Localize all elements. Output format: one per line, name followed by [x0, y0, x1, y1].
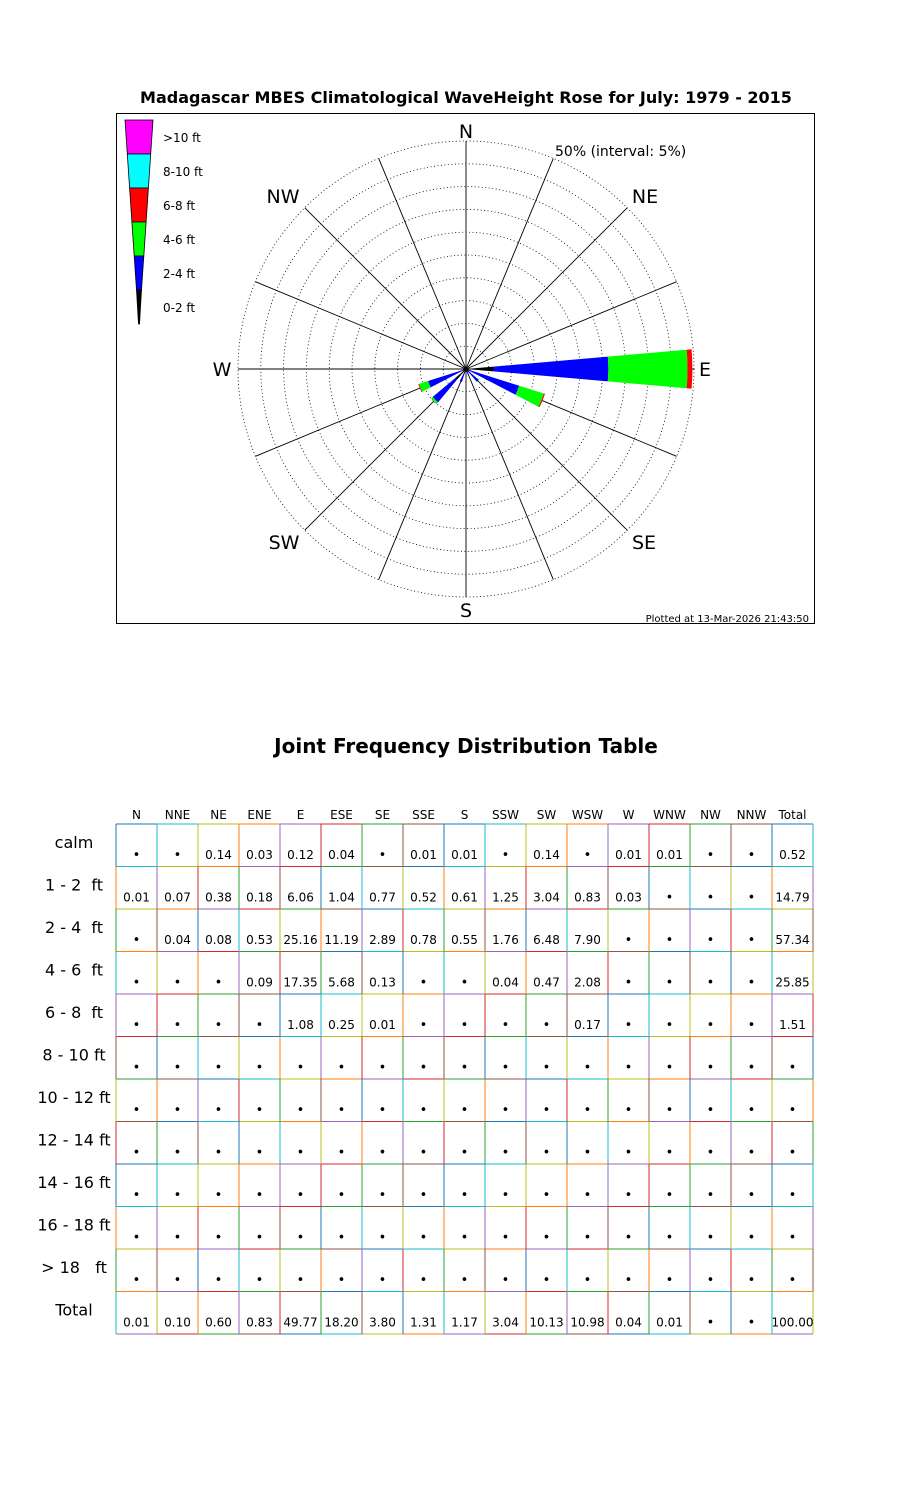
legend-swatch: [132, 222, 146, 256]
table-cell: 0.07: [164, 890, 191, 905]
table-cell: •: [337, 1273, 346, 1288]
table-col-header: W: [622, 808, 635, 822]
table-cell: •: [665, 1018, 674, 1033]
table-cell: 0.13: [369, 975, 396, 990]
table-cell: •: [173, 1060, 182, 1076]
table-cell: •: [583, 1230, 592, 1246]
table-cell: •: [173, 1230, 182, 1246]
legend-label: 0-2 ft: [163, 301, 196, 315]
table-cell: •: [132, 1018, 141, 1033]
table-cell: 0.04: [615, 1315, 642, 1330]
table-cell: •: [501, 1060, 510, 1076]
table-cell: 0.01: [123, 890, 150, 905]
table-cell: •: [788, 1230, 797, 1246]
table-cell: 17.35: [283, 975, 318, 990]
table-cell: 7.90: [574, 933, 601, 947]
table-cell: •: [378, 1188, 387, 1203]
table-cell: •: [706, 1315, 715, 1331]
compass-label-nw: NW: [266, 186, 300, 208]
table-cell: •: [132, 933, 141, 948]
table-row-label: 2 - 4 ft: [44, 918, 104, 937]
table-cell: •: [132, 1145, 141, 1161]
table-cell: •: [624, 1230, 633, 1246]
table-col-header: WNW: [653, 808, 686, 822]
table-cell: •: [460, 1060, 469, 1076]
table-row-label: > 18 ft: [41, 1258, 107, 1277]
table-cell: •: [624, 1018, 633, 1033]
table-cell: 0.83: [246, 1315, 273, 1330]
table-cell: 11.19: [324, 933, 359, 947]
table-cell: •: [665, 933, 674, 948]
table-cell: •: [132, 1060, 141, 1076]
legend-swatch: [130, 188, 149, 222]
table-cell: •: [378, 1145, 387, 1161]
table-cell: •: [706, 1060, 715, 1076]
table-cell: 0.52: [410, 890, 437, 905]
compass-label-n: N: [458, 121, 474, 143]
table-cell: 0.01: [451, 848, 478, 862]
table-cell: 10.98: [570, 1315, 605, 1330]
table-cell: 0.04: [492, 975, 519, 990]
table-cell: •: [255, 1230, 264, 1246]
table-cell: •: [747, 890, 756, 906]
table-cell: •: [542, 1230, 551, 1246]
table-cell: 0.01: [369, 1018, 396, 1032]
table-cell: •: [132, 1103, 141, 1118]
table-cell: •: [501, 1273, 510, 1288]
table-col-header: NNW: [736, 808, 767, 822]
table-cell: •: [173, 1145, 182, 1161]
table-cell: 0.14: [533, 848, 560, 862]
table-cell: 0.61: [451, 890, 478, 905]
table-cell: •: [460, 975, 469, 991]
table-cell: 2.08: [574, 975, 601, 990]
table-cell: 1.25: [492, 890, 519, 905]
table-cell: 0.38: [205, 890, 232, 905]
table-cell: •: [296, 1230, 305, 1246]
table-cell: 6.06: [287, 890, 314, 905]
petal-sw-bin0: [455, 369, 466, 380]
table-cell: 10.13: [529, 1315, 564, 1330]
table-cell: 0.09: [246, 975, 273, 990]
table-cell: •: [542, 1018, 551, 1033]
table-row-label: Total: [55, 1300, 93, 1320]
compass-label-w: W: [212, 359, 232, 381]
table-cell: •: [419, 1018, 428, 1033]
table-cell: •: [706, 1273, 715, 1288]
table-cell: 0.10: [164, 1315, 191, 1330]
table-cell: 0.01: [656, 1315, 683, 1330]
table-cell: 3.04: [492, 1315, 519, 1330]
legend-swatch: [127, 154, 150, 188]
table-cell: •: [747, 933, 756, 948]
table-cell: •: [665, 1060, 674, 1076]
table-row-label: 14 - 16 ft: [37, 1173, 111, 1192]
table-cell: •: [173, 1103, 182, 1118]
petal-ese-bin2: [515, 386, 543, 407]
table-col-header: ENE: [247, 808, 272, 822]
table-col-header: SW: [536, 808, 557, 822]
table-cell: •: [747, 975, 756, 991]
table-cell: 1.04: [328, 890, 355, 905]
table-cell: •: [624, 975, 633, 991]
table-cell: •: [747, 1230, 756, 1246]
table-cell: •: [296, 1060, 305, 1076]
compass-label-se: SE: [631, 532, 657, 554]
rose-legend: [125, 120, 203, 324]
table-cell: •: [542, 1103, 551, 1118]
table-cell: •: [747, 1060, 756, 1076]
table-cell: 0.04: [164, 933, 191, 947]
table-cell: •: [665, 1103, 674, 1118]
table-row-label: 4 - 6 ft: [44, 960, 104, 980]
table-cell: •: [255, 1103, 264, 1118]
table-cell: 0.52: [779, 848, 806, 862]
table-cell: •: [624, 1273, 633, 1288]
table-cell: 18.20: [324, 1315, 359, 1330]
table-cell: •: [132, 848, 141, 863]
table-cell: •: [296, 1145, 305, 1161]
table-cell: •: [419, 1273, 428, 1288]
table-cell: •: [214, 1230, 223, 1246]
legend-swatch: [137, 290, 142, 324]
table-cell: 1.76: [492, 933, 519, 947]
wind-rose-svg: [117, 114, 814, 623]
table-cell: •: [214, 1018, 223, 1033]
rose-plot-frame: [116, 113, 815, 624]
table-cell: •: [665, 975, 674, 991]
table-cell: •: [255, 1060, 264, 1076]
petal-e-bin2: [608, 350, 688, 389]
table-cell: •: [460, 1188, 469, 1203]
table-cell: 1.51: [779, 1018, 806, 1032]
table-cell: •: [214, 1145, 223, 1161]
table-cell: •: [214, 1060, 223, 1076]
table-cell: 2.89: [369, 933, 396, 947]
table-col-header: Total: [778, 808, 807, 822]
table-cell: 0.12: [287, 848, 314, 862]
table-cell: •: [419, 1060, 428, 1076]
table-col-header: NNE: [164, 808, 191, 822]
table-cell: 100.00: [771, 1315, 814, 1330]
ring-interval-label: 50% (interval: 5%): [555, 144, 687, 160]
legend-swatch: [134, 256, 144, 290]
compass-label-e: E: [698, 359, 712, 381]
table-cell: •: [788, 1145, 797, 1161]
table-cell: •: [460, 1145, 469, 1161]
table-cell: •: [173, 1273, 182, 1288]
table-cell: •: [706, 1103, 715, 1118]
petal-ese-bin1: [470, 370, 519, 394]
table-cell: 0.60: [205, 1315, 232, 1330]
table-col-header: WSW: [571, 808, 604, 822]
table-cell: •: [337, 1188, 346, 1203]
table-cell: •: [255, 1018, 264, 1033]
rose-spoke-wnw: [255, 282, 466, 369]
table-cell: •: [583, 1145, 592, 1161]
compass-label-sw: SW: [268, 532, 300, 554]
table-cell: •: [706, 975, 715, 991]
table-cell: •: [214, 1103, 223, 1118]
petal-e-bin3: [687, 349, 693, 388]
table-cell: •: [583, 1060, 592, 1076]
table-cell: •: [173, 1188, 182, 1203]
table-col-header: ESE: [330, 808, 353, 822]
table-cell: •: [378, 848, 387, 863]
legend-label: 2-4 ft: [163, 267, 196, 281]
table-cell: •: [296, 1103, 305, 1118]
rose-spoke-nw: [305, 208, 466, 369]
table-cell: 0.01: [123, 1315, 150, 1330]
table-cell: •: [788, 1273, 797, 1288]
table-cell: •: [173, 975, 182, 991]
table-cell: •: [132, 1273, 141, 1288]
table-cell: •: [747, 1018, 756, 1033]
table-title: Joint Frequency Distribution Table: [274, 734, 658, 758]
compass-label-ne: NE: [631, 186, 659, 208]
legend-swatch: [125, 120, 153, 154]
table-cell: •: [132, 975, 141, 991]
table-cell: •: [337, 1145, 346, 1161]
table-cell: •: [665, 1188, 674, 1203]
table-cell: •: [501, 1018, 510, 1033]
table-cell: •: [788, 1060, 797, 1076]
table-cell: 25.85: [775, 975, 810, 990]
table-cell: 25.16: [283, 933, 318, 947]
rose-spoke-ssw: [379, 369, 466, 580]
table-cell: •: [624, 933, 633, 948]
table-cell: •: [337, 1060, 346, 1076]
table-cell: •: [255, 1145, 264, 1161]
table-cell: •: [706, 1145, 715, 1161]
table-cell: 0.25: [328, 1018, 355, 1032]
table-cell: •: [419, 1230, 428, 1246]
table-col-header: SSW: [491, 808, 520, 822]
table-cell: •: [501, 848, 510, 863]
table-cell: 0.03: [246, 848, 273, 862]
table-col-header: S: [460, 808, 469, 822]
table-cell: •: [419, 1145, 428, 1161]
table-cell: •: [214, 1188, 223, 1203]
table-cell: •: [419, 1188, 428, 1203]
table-col-header: N: [132, 808, 141, 822]
table-cell: 0.17: [574, 1018, 601, 1032]
table-cell: •: [583, 848, 592, 863]
legend-label: 6-8 ft: [163, 199, 196, 213]
table-cell: 0.55: [451, 933, 478, 947]
table-cell: •: [747, 1145, 756, 1161]
table-cell: 0.78: [410, 933, 437, 947]
table-cell: •: [337, 1103, 346, 1118]
table-cell: 0.01: [656, 848, 683, 862]
table-cell: •: [624, 1103, 633, 1118]
table-cell: •: [378, 1230, 387, 1246]
table-cell: •: [706, 1188, 715, 1203]
table-cell: •: [706, 1230, 715, 1246]
table-cell: 0.03: [615, 890, 642, 905]
table-cell: •: [624, 1188, 633, 1203]
rose-spoke-nne: [466, 158, 553, 369]
rose-spoke-ne: [466, 208, 627, 369]
joint-frequency-table: [0, 790, 900, 1350]
rose-title: Madagascar MBES Climatological WaveHeight Rose for July: 1979 - 2015: [140, 88, 792, 107]
table-cell: •: [460, 1103, 469, 1118]
table-col-header: NW: [700, 808, 721, 822]
table-cell: 0.04: [328, 848, 355, 862]
table-cell: •: [706, 1018, 715, 1033]
table-cell: 0.47: [533, 975, 560, 990]
legend-label: 8-10 ft: [163, 165, 203, 179]
table-cell: •: [665, 1230, 674, 1246]
table-row-label: 6 - 8 ft: [44, 1003, 104, 1022]
table-cell: 57.34: [775, 933, 810, 947]
table-col-header: NE: [210, 808, 227, 822]
table-cell: •: [296, 1188, 305, 1203]
table-cell: •: [255, 1188, 264, 1203]
table-cell: •: [460, 1273, 469, 1288]
table-cell: •: [747, 1273, 756, 1288]
table-cell: 14.79: [775, 890, 810, 905]
table-cell: •: [501, 1145, 510, 1161]
table-cell: •: [255, 1273, 264, 1288]
table-cell: 5.68: [328, 975, 355, 990]
table-cell: •: [665, 890, 674, 906]
table-cell: 0.14: [205, 848, 232, 862]
table-col-header: E: [296, 808, 305, 822]
table-cell: •: [583, 1188, 592, 1203]
table-cell: 1.08: [287, 1018, 314, 1032]
table-cell: •: [706, 890, 715, 906]
table-cell: •: [501, 1230, 510, 1246]
table-cell: •: [542, 1188, 551, 1203]
table-row-label: 10 - 12 ft: [37, 1088, 111, 1107]
table-cell: 0.53: [246, 933, 273, 947]
legend-label: 4-6 ft: [163, 233, 196, 247]
table-cell: •: [665, 1273, 674, 1288]
table-cell: •: [214, 975, 223, 991]
table-cell: 1.31: [410, 1315, 437, 1330]
table-cell: •: [706, 933, 715, 948]
table-cell: •: [501, 1103, 510, 1118]
table-cell: •: [788, 1103, 797, 1118]
table-cell: 1.17: [451, 1315, 478, 1330]
table-cell: 0.83: [574, 890, 601, 905]
table-cell: •: [378, 1060, 387, 1076]
table-cell: •: [378, 1273, 387, 1288]
legend-label: >10 ft: [163, 131, 201, 145]
table-cell: •: [378, 1103, 387, 1118]
table-row-label: 12 - 14 ft: [37, 1130, 111, 1150]
table-cell: •: [296, 1273, 305, 1288]
table-row-label: 16 - 18 ft: [37, 1215, 111, 1235]
rose-spoke-nnw: [379, 158, 466, 369]
plotted-timestamp: Plotted at 13-Mar-2026 21:43:50: [645, 614, 809, 623]
table-cell: •: [788, 1188, 797, 1203]
table-cell: 0.18: [246, 890, 273, 905]
table-cell: •: [583, 1103, 592, 1118]
table-cell: •: [747, 1188, 756, 1203]
table-col-header: SSE: [412, 808, 435, 822]
table-cell: •: [624, 1145, 633, 1161]
table-cell: •: [173, 848, 182, 863]
table-cell: •: [747, 1103, 756, 1118]
table-cell: 3.04: [533, 890, 560, 905]
table-cell: 6.48: [533, 933, 560, 947]
table-cell: •: [542, 1145, 551, 1161]
rose-petals: [418, 349, 692, 407]
table-cell: •: [501, 1188, 510, 1203]
table-cell: •: [706, 848, 715, 863]
table-row-label: 8 - 10 ft: [42, 1045, 106, 1065]
table-cell: •: [542, 1060, 551, 1076]
table-cell: •: [583, 1273, 592, 1288]
table-cell: •: [132, 1188, 141, 1203]
rose-spoke-se: [466, 369, 627, 530]
table-row-label: calm: [54, 833, 94, 852]
table-cell: 0.01: [615, 848, 642, 862]
table-cell: •: [542, 1273, 551, 1288]
table-cell: •: [214, 1273, 223, 1288]
table-cell: 49.77: [283, 1315, 318, 1330]
table-cell: •: [173, 1018, 182, 1033]
table-cell: •: [460, 1018, 469, 1033]
table-cell: •: [460, 1230, 469, 1246]
compass-label-s: S: [459, 600, 473, 622]
table-row-label: 1 - 2 ft: [44, 875, 104, 895]
table-col-header: SE: [374, 808, 391, 822]
table-cell: •: [747, 1315, 756, 1331]
table-cell: 0.08: [205, 933, 232, 947]
table-cell: 0.01: [410, 848, 437, 862]
table-cell: •: [337, 1230, 346, 1246]
table-cell: •: [419, 1103, 428, 1118]
table-cell: •: [132, 1230, 141, 1246]
table-cell: •: [624, 1060, 633, 1076]
table-cell: •: [419, 975, 428, 991]
table-cell: •: [665, 1145, 674, 1161]
table-cell: 3.80: [369, 1315, 396, 1330]
table-cell: •: [747, 848, 756, 863]
table-cell: 0.77: [369, 890, 396, 905]
